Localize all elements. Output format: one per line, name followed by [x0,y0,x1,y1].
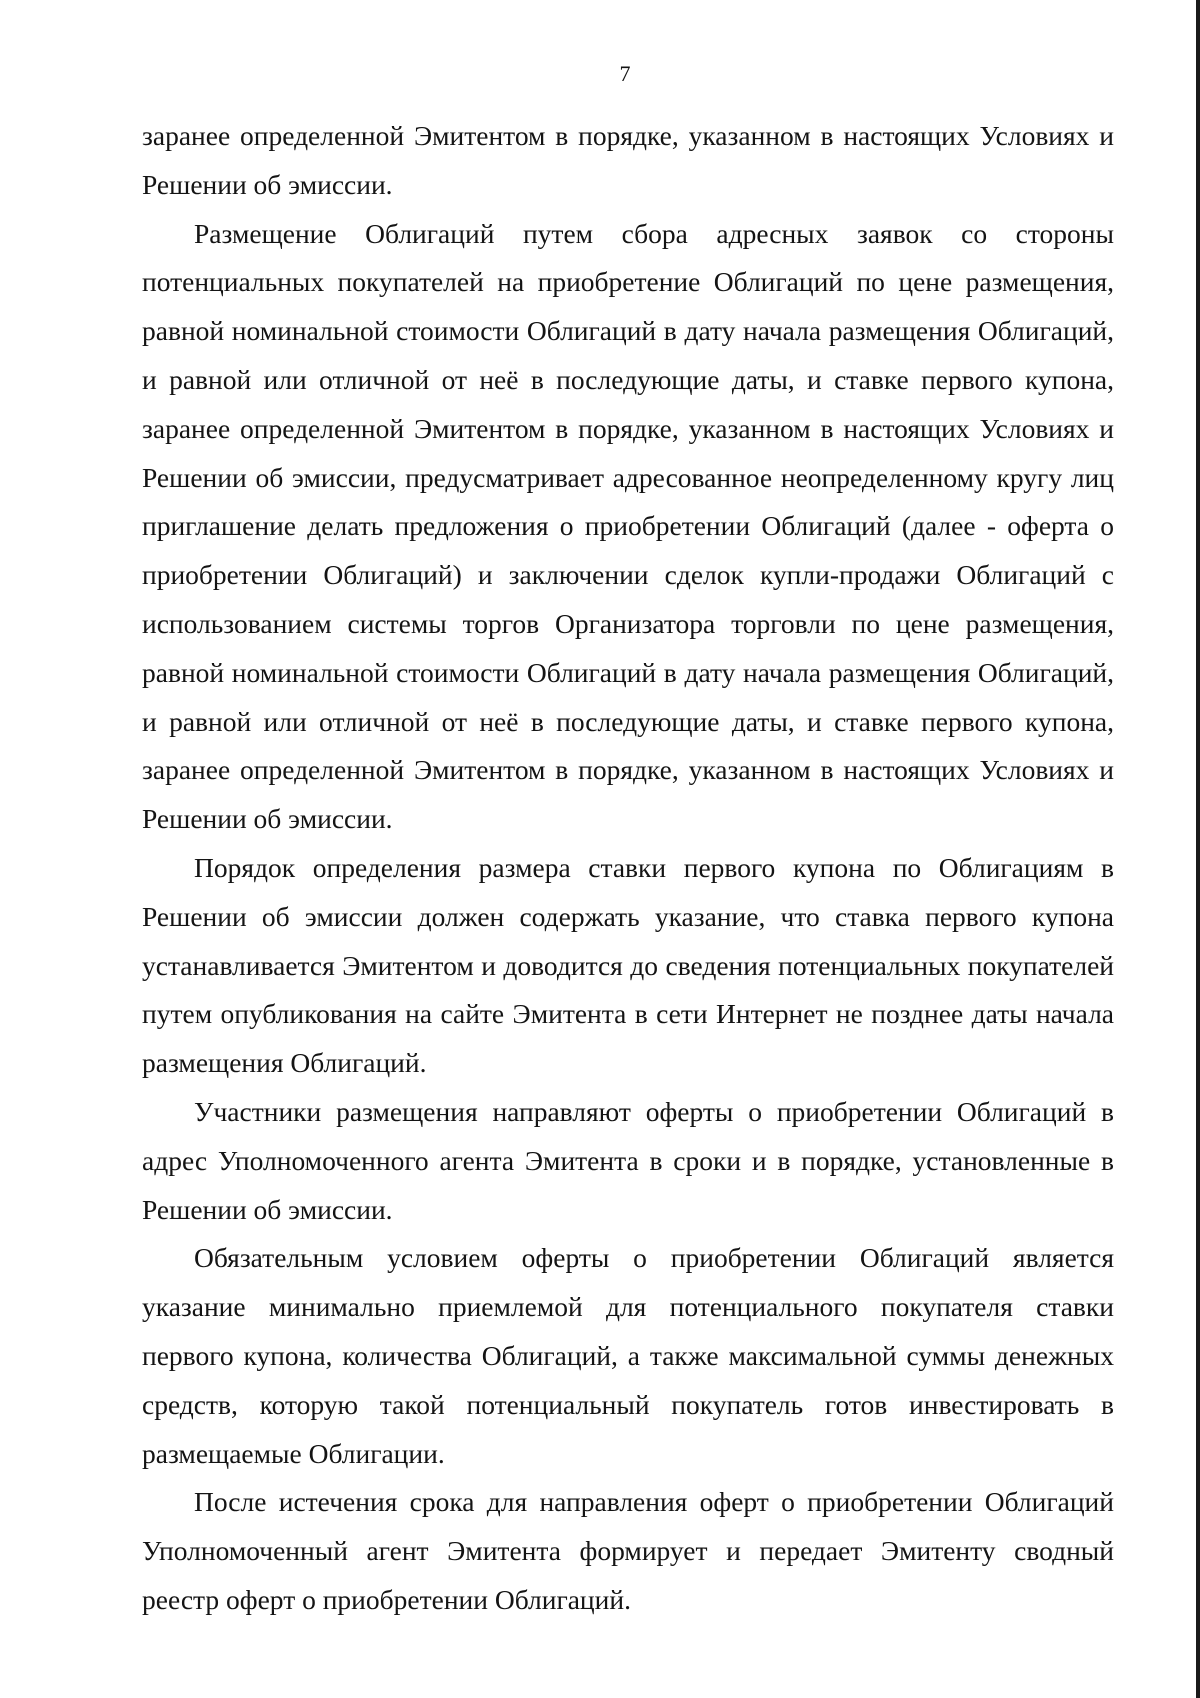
page-number: 7 [619,61,631,86]
paragraph-coupon-rate-procedure: Порядок определения размера ставки первого купона по Облигациям в Решении об эмиссии должен содержать указание, что ставка первого купона устанавливается Эмитентом и доводится до сведения потенциальных покупателей путем опубликования на сайте Эмитента в сети Интернет не позднее даты начала размещения Облигаций. [142,851,1114,1079]
paragraph-offer-conditions: Обязательным условием оферты о приобретении Облигаций является указание минимально приемлемой для потенциального покупателя ставки первого купона, количества Облигаций, а также максимальной суммы денежных средств, которую такой потенциальный покупатель готов инвестировать в размещаемые Облигации. [142,1242,1114,1469]
document-body [142,112,1114,1625]
paragraph-participants-offers: Участники размещения направляют оферты о приобретении Облигаций в адрес Уполномоченного агента Эмитента в сроки и в порядке, установленные в Решении об эмиссии. [142,1095,1114,1225]
paragraph-placement-method: Размещение Облигаций путем сбора адресных заявок со стороны потенциальных покупателей на приобретение Облигаций по цене размещения, равной номинальной стоимости Облигаций в дату начала размещения Облигаций, и равной или отличной от неё в последующие даты, и ставке первого купона, заранее определенной Эмитентом в порядке, указанном в настоящих Условиях и Решении об эмиссии, предусматривает адресованное неопределенному кругу лиц приглашение делать предложения о приобретении Облигаций (далее - оферта о приобретении Облигаций) и заключении сделок купли-продажи Облигаций с использованием системы торгов Организатора торговли по цене размещения, равной номинальной стоимости Облигаций в дату начала размещения Облигаций, и равной или отличной от неё в последующие даты, и ставке первого купона, заранее определенной Эмитентом в порядке, указанном в настоящих Условиях и Решении об эмиссии. [142,217,1114,835]
paragraph-continuation: заранее определенной Эмитентом в порядке, указанном в настоящих Условиях и Решении об эмиссии. [142,120,1114,200]
scan-edge [1196,0,1200,1698]
paragraph-offer-register: После истечения срока для направления оферт о приобретении Облигаций Уполномоченный агент Эмитента формирует и передает Эмитенту сводный реестр оферт о приобретении Облигаций. [142,1486,1114,1615]
